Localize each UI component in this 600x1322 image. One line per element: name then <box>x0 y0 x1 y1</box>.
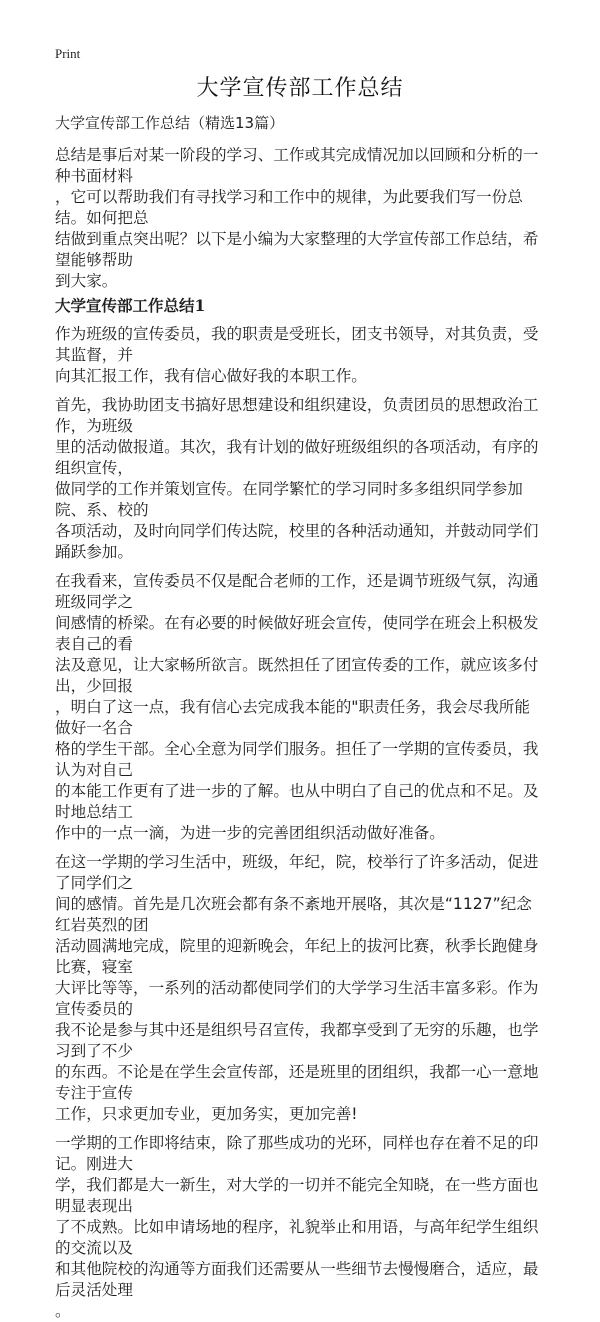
document-subtitle: 大学宣传部工作总结（精选13篇） <box>55 114 285 132</box>
text-line: 间的感情。首先是几次班会都有条不紊地开展咯，其次是“1127”纪念红岩英烈的团 <box>55 895 532 934</box>
paragraph <box>55 852 545 1125</box>
text-line: 的本能工作更有了进一步的了解。也从中明白了自己的优点和不足。及时地总结工 <box>55 782 539 821</box>
text-line: 我不论是参与其中还是组织号召宣传，我都享受到了无穷的乐趣，也学习到了不少 <box>55 1021 539 1060</box>
section-heading: 大学宣传部工作总结1 <box>55 296 206 315</box>
intro-paragraph <box>55 145 545 292</box>
text-line: 了不成熟。比如申请场地的程序，礼貌举止和用语，与高年纪学生组织的交流以及 <box>55 1218 539 1257</box>
text-line: 各项活动，及时向同学们传达院，校里的各种活动通知，并鼓动同学们踊跃参加。 <box>55 522 539 561</box>
paragraph <box>55 1133 545 1322</box>
text-line: 结做到重点突出呢？以下是小编为大家整理的大学宣传部工作总结，希望能够帮助 <box>55 230 539 269</box>
text-line: 一学期的工作即将结束，除了那些成功的光环，同样也存在着不足的印记。刚进大 <box>55 1134 539 1173</box>
text-line: ，明白了这一点，我有信心去完成我本能的"职责任务，我会尽我所能做好一名合 <box>55 698 530 737</box>
paragraph <box>55 395 545 563</box>
text-line: 活动圆满地完成，院里的迎新晚会，年纪上的拔河比赛，秋季长跑健身比赛，寝室 <box>55 937 539 976</box>
text-line: 在我看来，宣传委员不仅是配合老师的工作，还是调节班级气氛，沟通班级同学之 <box>55 572 539 611</box>
text-line: 里的活动做报道。其次，我有计划的做好班级组织的各项活动，有序的组织宣传， <box>55 438 539 477</box>
text-line: 总结是事后对某一阶段的学习、工作或其完成情况加以回顾和分析的一种书面材料 <box>55 146 539 185</box>
paragraph <box>55 571 545 844</box>
text-line: 在这一学期的学习生活中，班级，年纪，院，校举行了许多活动，促进了同学们之 <box>55 853 539 892</box>
text-line: 首先，我协助团支书搞好思想建设和组织建设，负责团员的思想政治工作，为班级 <box>55 396 539 435</box>
paragraph <box>55 324 545 387</box>
text-line: ，它可以帮助我们有寻找学习和工作中的规律，为此要我们写一份总结。如何把总 <box>55 188 523 227</box>
text-line: 工作，只求更加专业，更加务实，更加完善! <box>55 1105 358 1123</box>
text-line: 学，我们都是大一新生，对大学的一切并不能完全知晓，在一些方面也明显表现出 <box>55 1176 539 1215</box>
text-line: 和其他院校的沟通等方面我们还需要从一些细节去慢慢磨合，适应，最后灵活处理 <box>55 1260 539 1299</box>
text-line: 做同学的工作并策划宣传。在同学繁忙的学习同时多多组织同学参加院、系、校的 <box>55 480 523 519</box>
text-line: 。 <box>55 1302 71 1320</box>
text-line: 间感情的桥梁。在有必要的时候做好班会宣传，使同学在班会上积极发表自己的看 <box>55 614 539 653</box>
text-line: 到大家。 <box>55 272 118 290</box>
print-link[interactable]: Print <box>55 46 81 61</box>
page-title: 大学宣传部工作总结 <box>196 76 404 101</box>
text-line: 法及意见，让大家畅所欲言。既然担任了团宣传委的工作，就应该多付出，少回报 <box>55 656 539 695</box>
text-line: 向其汇报工作，我有信心做好我的本职工作。 <box>55 367 367 385</box>
text-line: 大评比等等，一系列的活动都使同学们的大学学习生活丰富多彩。作为宣传委员的 <box>55 979 539 1018</box>
text-line: 作中的一点一滴，为进一步的完善团组织活动做好准备。 <box>55 824 445 842</box>
text-line: 格的学生干部。全心全意为同学们服务。担任了一学期的宣传委员，我认为对自己 <box>55 740 539 779</box>
text-line: 的东西。不论是在学生会宣传部，还是班里的团组织，我都一心一意地专注于宣传 <box>55 1063 539 1102</box>
text-line: 作为班级的宣传委员，我的职责是受班长，团支书领导，对其负责，受其监督，并 <box>55 325 539 364</box>
